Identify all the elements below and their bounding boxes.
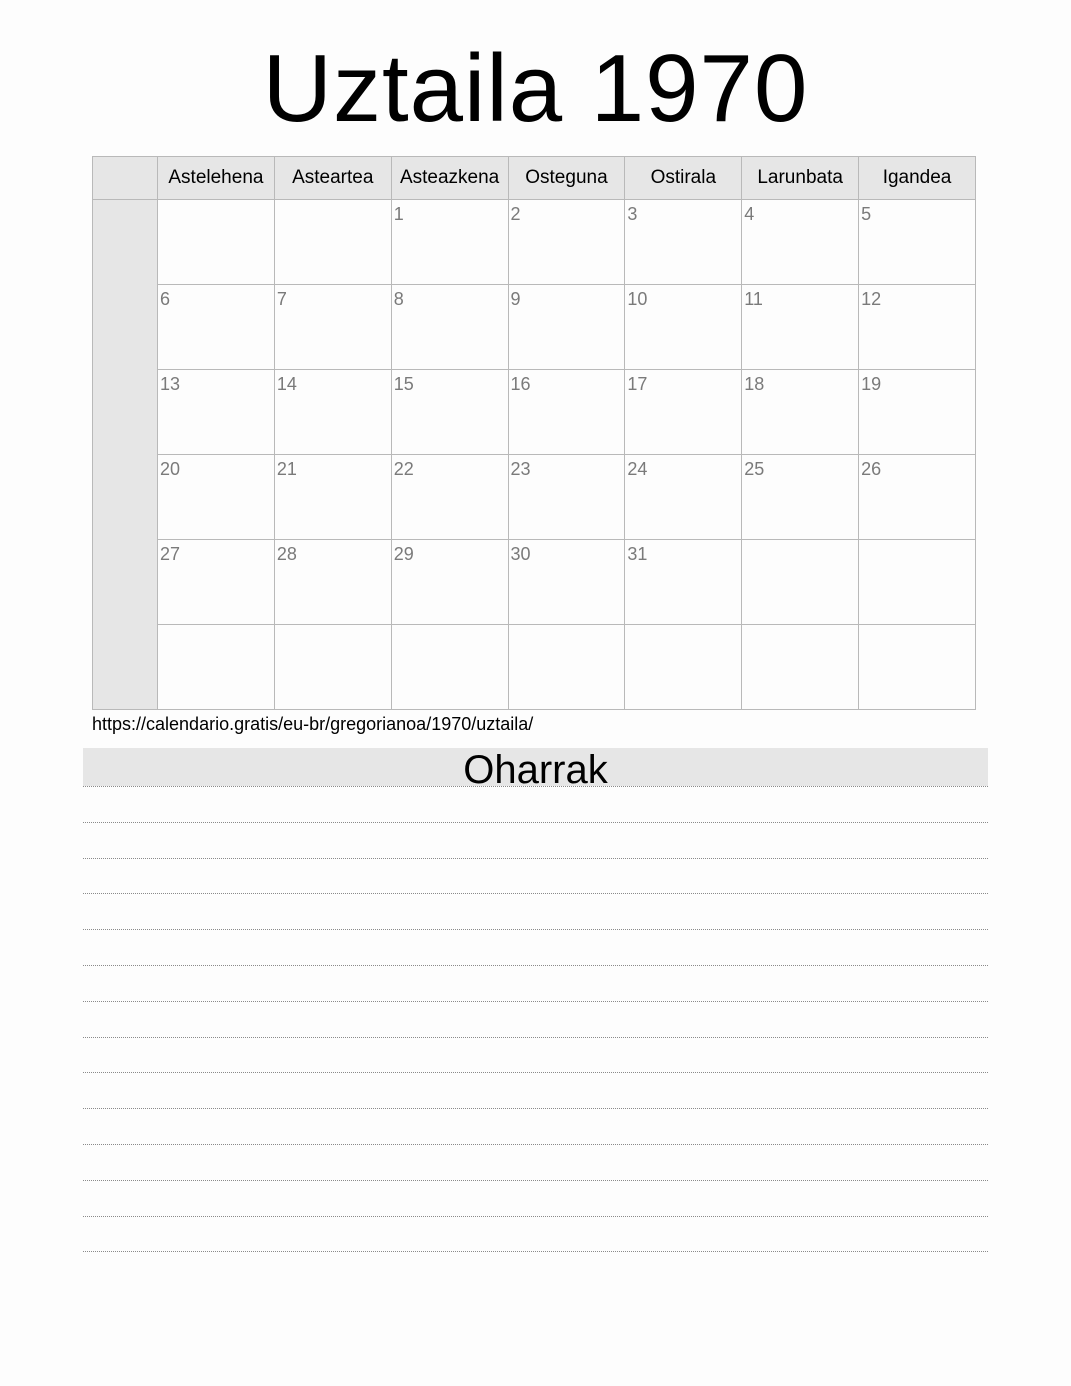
notes-rule-line [83,1108,988,1109]
source-url: https://calendario.gratis/eu-br/gregorianoa/1970/uztaila/ [92,714,534,734]
day-number [509,625,625,629]
day-cell [508,200,625,285]
day-cell [859,625,976,710]
day-cell [274,540,391,625]
weekday-header: Ostirala [625,157,742,200]
day-number: 18 [744,374,765,394]
day-cell [391,370,508,455]
day-cell [859,540,976,625]
weekday-header: Larunbata [742,157,859,200]
notes-rule-line [83,822,988,823]
week-number-header [93,157,158,200]
notes-rule-line [83,858,988,859]
weekday-header: Astelehena [158,157,275,200]
notes-rule-line [83,1001,988,1002]
day-number: 9 [510,289,521,309]
day-cell [508,540,625,625]
week-number-column [93,200,158,710]
day-cell [391,285,508,370]
day-number [158,625,274,629]
day-cell [625,540,742,625]
week-row [93,370,976,455]
notes-rule-line [83,893,988,894]
day-cell [158,285,275,370]
day-cell [625,285,742,370]
day-number: 16 [510,374,531,394]
day-cell [508,370,625,455]
day-cell [508,285,625,370]
day-cell [625,200,742,285]
week-row [93,625,976,710]
day-number: 13 [160,374,181,394]
day-number: 5 [861,204,872,224]
day-cell [859,455,976,540]
day-number: 25 [744,459,765,479]
day-number: 4 [744,204,755,224]
day-number [392,625,508,629]
day-cell [742,625,859,710]
day-number: 7 [276,289,287,309]
day-cell [391,540,508,625]
week-row [93,455,976,540]
day-number: 17 [627,374,648,394]
day-number: 3 [627,204,638,224]
notes-rule-line [83,1037,988,1038]
week-row [93,540,976,625]
day-cell [274,455,391,540]
day-number: 27 [160,544,181,564]
day-number: 24 [627,459,648,479]
day-cell [158,540,275,625]
page-title: Uztaila 1970 [262,35,809,142]
day-number: 1 [393,204,404,224]
day-number: 14 [276,374,297,394]
day-number [859,625,975,629]
day-number: 10 [627,289,648,309]
notes-rule-line [83,1144,988,1145]
month-calendar-grid [92,156,976,710]
day-cell [859,200,976,285]
day-number: 29 [393,544,414,564]
day-cell [742,370,859,455]
day-cell [391,200,508,285]
day-number [742,625,858,629]
day-cell [859,370,976,455]
day-number [275,200,391,204]
day-cell [859,285,976,370]
day-number [742,540,858,544]
notes-title: Oharrak [83,748,988,786]
day-cell [508,625,625,710]
notes-rule-line [83,1072,988,1073]
day-number: 31 [627,544,648,564]
day-cell [274,285,391,370]
notes-rule-line [83,929,988,930]
day-number: 6 [160,289,171,309]
day-number: 26 [861,459,882,479]
weekday-header: Asteartea [274,157,391,200]
day-number: 30 [510,544,531,564]
day-number: 22 [393,459,414,479]
weekday-header: Igandea [859,157,976,200]
day-cell [158,455,275,540]
day-number: 11 [744,289,763,309]
weekday-header: Osteguna [508,157,625,200]
day-number: 19 [861,374,882,394]
day-number: 28 [276,544,297,564]
day-number [158,200,274,204]
day-number: 12 [861,289,882,309]
notes-rule-line [83,1216,988,1217]
notes-rule-line [83,1251,988,1252]
day-number [859,540,975,544]
day-number: 15 [393,374,414,394]
day-number: 20 [160,459,181,479]
day-cell [742,285,859,370]
day-number: 8 [393,289,404,309]
day-cell [158,200,275,285]
day-cell [274,370,391,455]
day-number [275,625,391,629]
notes-rule-line [83,965,988,966]
weekday-header: Asteazkena [391,157,508,200]
notes-rule-line [83,1180,988,1181]
day-cell [625,370,742,455]
day-cell [391,455,508,540]
week-row [93,200,976,285]
day-cell [158,625,275,710]
day-cell [508,455,625,540]
day-number: 21 [276,459,297,479]
notes-rule-line [83,786,988,787]
day-cell [742,455,859,540]
day-number [625,625,741,629]
day-cell [391,625,508,710]
day-cell [274,200,391,285]
day-cell [274,625,391,710]
day-cell [742,540,859,625]
day-number: 23 [510,459,531,479]
weekday-header-row [93,157,976,200]
week-row [93,285,976,370]
day-cell [625,625,742,710]
day-number: 2 [510,204,521,224]
day-cell [625,455,742,540]
day-cell [742,200,859,285]
day-cell [158,370,275,455]
